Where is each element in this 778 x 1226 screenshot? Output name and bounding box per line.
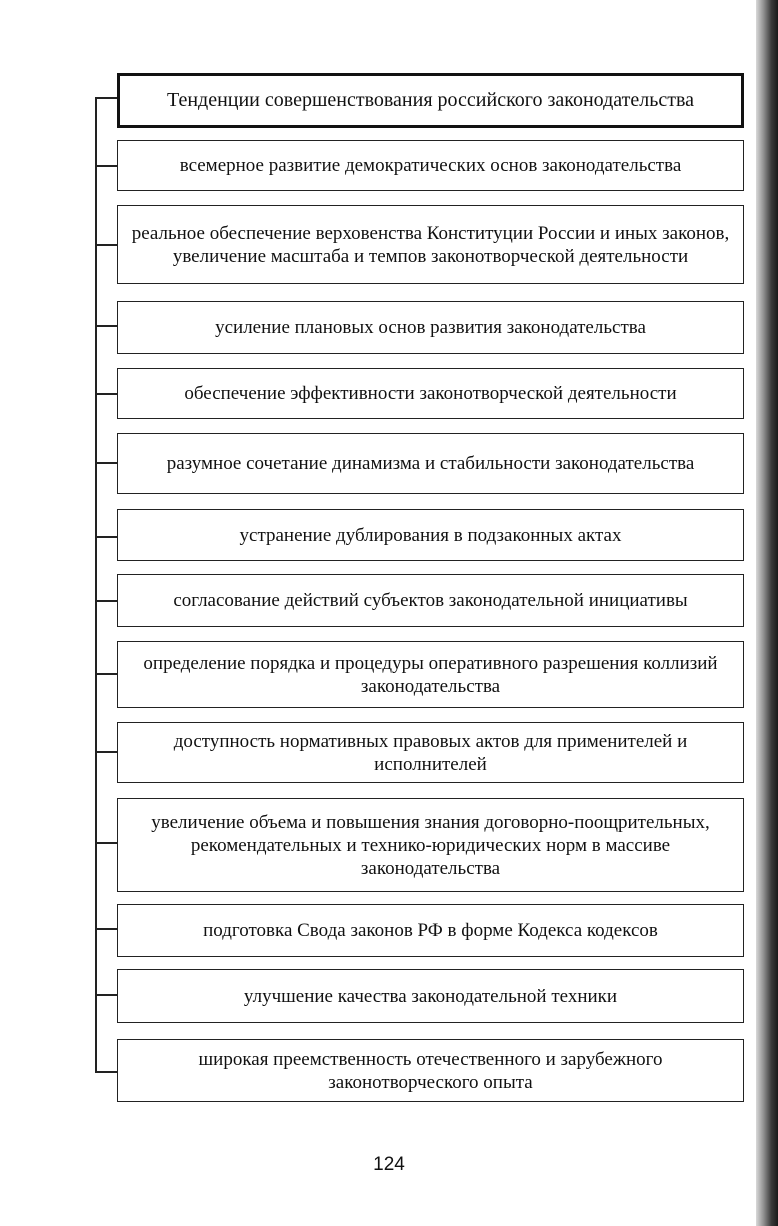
connector bbox=[95, 600, 117, 602]
tendency-text: доступность нормативных правовых актов для применителей и исполнителей bbox=[173, 730, 688, 775]
tendency-text: широкая преемственность отечественного и зарубежного законотворческого опыта bbox=[198, 1048, 663, 1093]
connector bbox=[95, 1071, 117, 1073]
connector bbox=[95, 325, 117, 327]
connector bbox=[95, 462, 117, 464]
tendency-box bbox=[117, 509, 744, 561]
tendency-box bbox=[117, 140, 744, 191]
tendency-text: усиление плановых основ развития законодательства bbox=[215, 317, 646, 338]
connector bbox=[95, 97, 117, 99]
connector bbox=[95, 536, 117, 538]
diagram-title-box bbox=[117, 73, 744, 128]
tendency-box bbox=[117, 1039, 744, 1102]
tendency-text: увеличение объема и повышения знания договорно-поощрительных, рекомендательных и технико-юридических норм в массиве законодательства bbox=[151, 811, 710, 879]
page-edge-shadow bbox=[756, 0, 778, 1226]
tendency-box bbox=[117, 368, 744, 419]
tendency-text: улучшение качества законодательной техники bbox=[243, 985, 618, 1007]
tendency-text: устранение дублирования в подзаконных актах bbox=[239, 524, 622, 546]
tendency-box bbox=[117, 904, 744, 957]
tendency-box bbox=[117, 205, 744, 284]
tendency-text: подготовка Свода законов РФ в форме Кодекса кодексов bbox=[203, 920, 658, 941]
diagram-title: Тенденции совершенствования российского законодательства bbox=[166, 89, 695, 111]
connector bbox=[95, 928, 117, 930]
connector bbox=[95, 751, 117, 753]
tendency-box bbox=[117, 574, 744, 627]
tendency-box bbox=[117, 641, 744, 708]
tendency-box bbox=[117, 798, 744, 892]
page-number: 124 bbox=[373, 1154, 405, 1175]
connector bbox=[95, 165, 117, 167]
tendency-text: согласование действий субъектов законодательной инициативы bbox=[173, 590, 688, 611]
connector bbox=[95, 842, 117, 844]
tendency-text: разумное сочетание динамизма и стабильности законодательства bbox=[166, 453, 695, 474]
tendency-text: обеспечение эффективности законотворческой деятельности bbox=[184, 383, 677, 404]
tendency-text: определение порядка и процедуры оперативного разрешения коллизий законодательства bbox=[143, 652, 718, 697]
tendency-text: реальное обеспечение верховенства Конституции России и иных законов, увеличение масштаба и темпов законотворческой деятельности bbox=[131, 222, 730, 267]
connector bbox=[95, 393, 117, 395]
tendency-box bbox=[117, 969, 744, 1023]
tendency-box bbox=[117, 433, 744, 494]
tendency-box bbox=[117, 722, 744, 783]
tendency-text: всемерное развитие демократических основ законодательства bbox=[179, 155, 682, 176]
connector bbox=[95, 673, 117, 675]
tendency-box bbox=[117, 301, 744, 354]
connector bbox=[95, 244, 117, 246]
connector bbox=[95, 994, 117, 996]
